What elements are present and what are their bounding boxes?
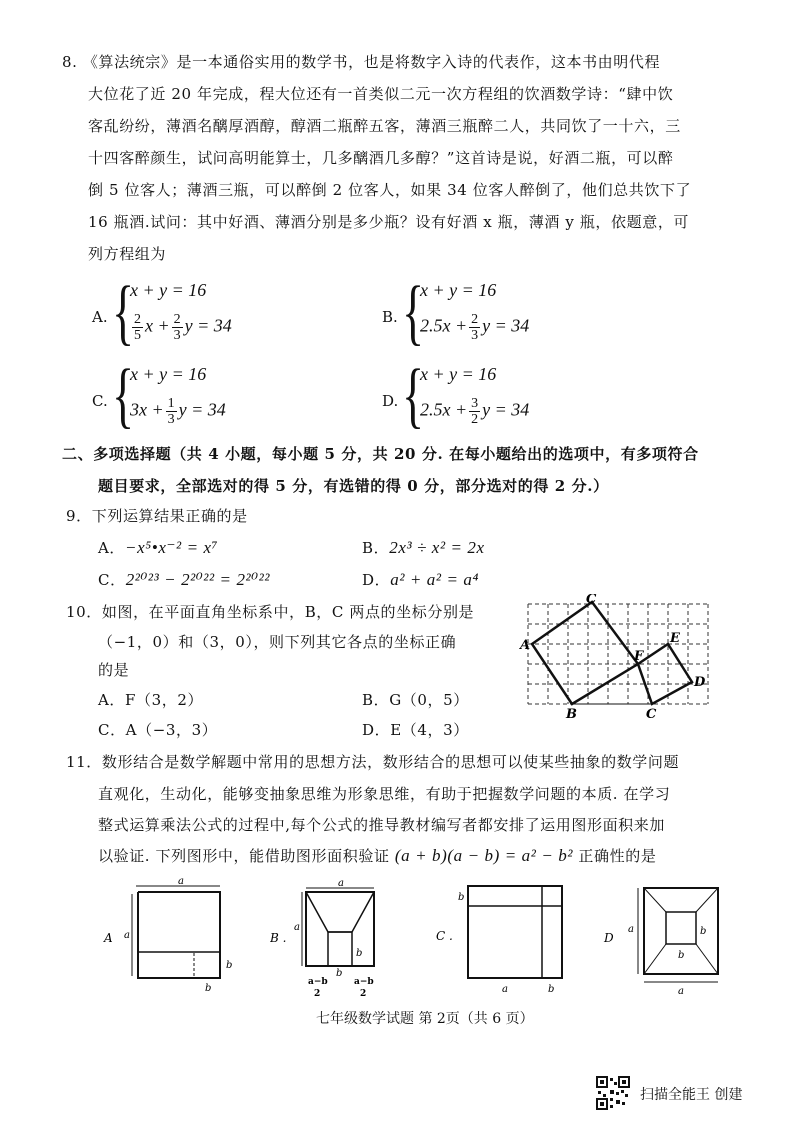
dim-left-a: a <box>124 930 130 941</box>
q9-d-label: D． <box>362 571 391 589</box>
q11-line-1: 11．数形结合是数学解题中常用的思想方法，数形结合的思想可以使某些抽象的数学问题 <box>66 753 680 771</box>
q8-option-b-eq1: x + y = 16 <box>420 280 497 300</box>
q11-line-3: 整式运算乘法公式的过程中,每个公式的推导教材编写者都安排了运用图形面积来加 <box>98 816 665 834</box>
q11-line4-pre: 以验证. 下列图形中，能借助图形面积验证 <box>98 847 390 865</box>
inner-square <box>666 912 696 944</box>
q11-figure-b <box>270 876 380 1001</box>
dim-right-b: b <box>356 948 363 959</box>
frac-right-den: 2 <box>360 989 367 999</box>
outer-square <box>468 886 562 978</box>
frac-left-den: 2 <box>314 989 321 999</box>
q8-line-7: 列方程组为 <box>88 245 167 263</box>
q10-line-1: 10．如图，在平面直角坐标系中，B，C 两点的坐标分别是 <box>66 603 475 621</box>
section2-line-1: 二、多项选择题（共 4 小题，每小题 5 分，共 20 分. 在每小题给出的选项中，有多项符合 <box>62 445 699 463</box>
q9-option-c <box>98 570 270 590</box>
q8-line-3: 客乱纷纷，薄酒名醨厚酒醇，醇酒二瓶醉五客，薄酒三瓶醉二人，共同饮了一十六，三 <box>88 117 681 135</box>
q11-figure-a <box>102 876 252 1001</box>
q8-option-c-label: C. <box>92 392 108 410</box>
dim-bottom-b: b <box>205 983 212 994</box>
dim-left-a: a <box>628 924 634 935</box>
label-b: B <box>566 707 577 722</box>
q8-option-c-brace: { <box>112 353 135 435</box>
q9-c-label: C． <box>98 571 126 589</box>
eq-tail: y = 34 <box>178 399 226 420</box>
q10-option-c: C．A（−3，3） <box>98 721 218 739</box>
frac-left-num: a−b <box>308 977 328 987</box>
q9-a-label: A． <box>98 539 126 557</box>
q8-option-a-eq1: x + y = 16 <box>130 280 207 300</box>
dim-top-a: a <box>338 878 344 889</box>
trapezoid <box>306 892 374 932</box>
q10-option-d: D．E（4，3） <box>362 721 469 739</box>
fig-b-label: B . <box>270 931 287 945</box>
q9-b-label: B． <box>362 539 390 557</box>
dim-bottom-a: a <box>678 986 684 997</box>
frac-num: 1 <box>167 396 175 411</box>
dim-top-a: a <box>178 876 184 887</box>
q9-option-a <box>98 538 218 558</box>
fig-a-label: A <box>104 931 113 945</box>
q8-line-1: 8. 《算法统宗》是一本通俗实用的数学书，也是将数字入诗的代表作，这本书由明代程 <box>62 53 661 71</box>
eq-lead: 2.5x + <box>420 315 468 336</box>
label-f: F <box>634 649 644 664</box>
frac-den: 3 <box>173 328 181 343</box>
q8-option-d-eq1: x + y = 16 <box>420 364 497 384</box>
frac-right-num: a−b <box>354 977 374 987</box>
section2-line-2: 题目要求，全部选对的得 5 分，有选错的得 0 分，部分选对的得 2 分.） <box>98 477 609 495</box>
q8-option-d-brace: { <box>402 353 425 435</box>
qr-code-icon <box>596 1076 630 1110</box>
q8-line-4: 十四客醉颜生，试问高明能算士，几多醨酒几多醇？”这首诗是说，好酒二瓶，可以醉 <box>88 149 674 167</box>
frac-num: 2 <box>134 312 141 327</box>
dim-left-b: b <box>458 892 465 903</box>
diag-tr <box>696 888 718 912</box>
dim-bottom-a: a <box>502 984 508 995</box>
frac-den: 5 <box>134 328 141 343</box>
q8-option-d-eq2 <box>420 396 529 427</box>
q10-line-2: （−1，0）和（3，0），则下列其它各点的坐标正确 <box>98 633 457 651</box>
eq-mid: x + <box>145 315 170 336</box>
diag-bl <box>644 944 666 974</box>
q8-line-5: 倒 5 位客人；薄酒三瓶，可以醉倒 2 位客人，如果 34 位客人醉倒了，他们总共饮下了 <box>88 181 692 199</box>
page-footer: 七年级数学试题 第 2页（共 6 页） <box>316 1011 534 1027</box>
frac-den: 3 <box>471 328 479 343</box>
label-d: D <box>694 675 706 690</box>
eq-lead: 3x + <box>130 399 164 420</box>
diag-tl <box>644 888 666 912</box>
q11-line-4 <box>98 846 656 866</box>
q11-figure-c <box>436 876 576 1001</box>
q11-figure-d <box>600 876 730 1001</box>
q8-option-c-eq1: x + y = 16 <box>130 364 207 384</box>
q8-option-b-eq2 <box>420 312 529 343</box>
square-cdef <box>638 644 692 704</box>
q8-line-2: 大位花了近 20 年完成，程大位还有一首类似二元一次方程组的饮酒数学诗：“肆中饮 <box>88 85 674 103</box>
dim-bottom-b: b <box>336 968 343 979</box>
q10-option-a: A．F（3，2） <box>98 691 204 709</box>
q11-line-2: 直观化，生动化，能够变抽象思维为形象思维，有助于把握数学问题的本质. 在学习 <box>98 785 671 803</box>
outer-square <box>306 892 374 966</box>
dim-inner-b-bottom: b <box>678 950 685 961</box>
q11-formula: (a + b)(a − b) = a² − b² <box>394 846 574 865</box>
eq-tail: y = 34 <box>482 399 530 420</box>
frac-num: 3 <box>471 396 479 411</box>
dim-bottom-b: b <box>548 984 555 995</box>
label-c-bottom: C <box>646 707 657 722</box>
q8-option-b-label: B. <box>382 308 398 326</box>
q9-b-expr: 2x³ ÷ x² = 2x <box>389 538 485 557</box>
q10-line-3: 的是 <box>98 661 130 679</box>
eq-lead: 2.5x + <box>420 399 468 420</box>
frac-num: 2 <box>173 312 181 327</box>
q8-option-c-eq2 <box>130 396 226 427</box>
q11-line4-post: 正确性的是 <box>578 847 657 865</box>
diag-br <box>696 944 718 974</box>
q8-option-a-brace: { <box>112 270 135 352</box>
q9-a-expr: −x⁵•x⁻² = x⁷ <box>125 538 219 557</box>
eq-tail: y = 34 <box>482 315 530 336</box>
q8-option-b-brace: { <box>402 270 425 352</box>
frac-den: 2 <box>471 412 479 427</box>
q9-option-b <box>362 538 485 558</box>
q10-option-b: B．G（0，5） <box>362 691 469 709</box>
fig-d-label: D <box>604 931 614 945</box>
q9-option-d <box>362 570 479 590</box>
outer-square <box>138 892 220 978</box>
q8-line-6: 16 瓶酒.试问：其中好酒、薄酒分别是多少瓶？设有好酒 x 瓶，薄酒 y 瓶，依题意，可 <box>88 213 690 231</box>
scanner-watermark: 扫描全能王 创建 <box>640 1087 743 1103</box>
label-a: A <box>520 638 531 653</box>
dim-left-a: a <box>294 922 300 933</box>
q10-grid-figure <box>518 594 718 724</box>
fig-c-label: C . <box>436 929 453 943</box>
label-e: E <box>670 631 680 646</box>
q8-option-d-label: D. <box>382 392 399 410</box>
q8-option-a-label: A. <box>92 308 108 326</box>
frac-den: 3 <box>167 412 175 427</box>
dim-right-b: b <box>226 960 233 971</box>
label-c-top: C <box>586 594 597 607</box>
eq-tail: y = 34 <box>184 315 232 336</box>
outer-square <box>644 888 718 974</box>
q8-option-a-eq2 <box>130 312 232 343</box>
q9-stem: 9．下列运算结果正确的是 <box>66 507 248 525</box>
inner-rect <box>328 932 352 966</box>
frac-num: 2 <box>471 312 479 327</box>
small-square <box>194 952 220 978</box>
dim-inner-b-right: b <box>700 926 707 937</box>
q9-d-expr: a² + a² = a⁴ <box>390 570 479 589</box>
q9-c-expr: 2²⁰²³ − 2²⁰²² = 2²⁰²² <box>125 570 271 589</box>
